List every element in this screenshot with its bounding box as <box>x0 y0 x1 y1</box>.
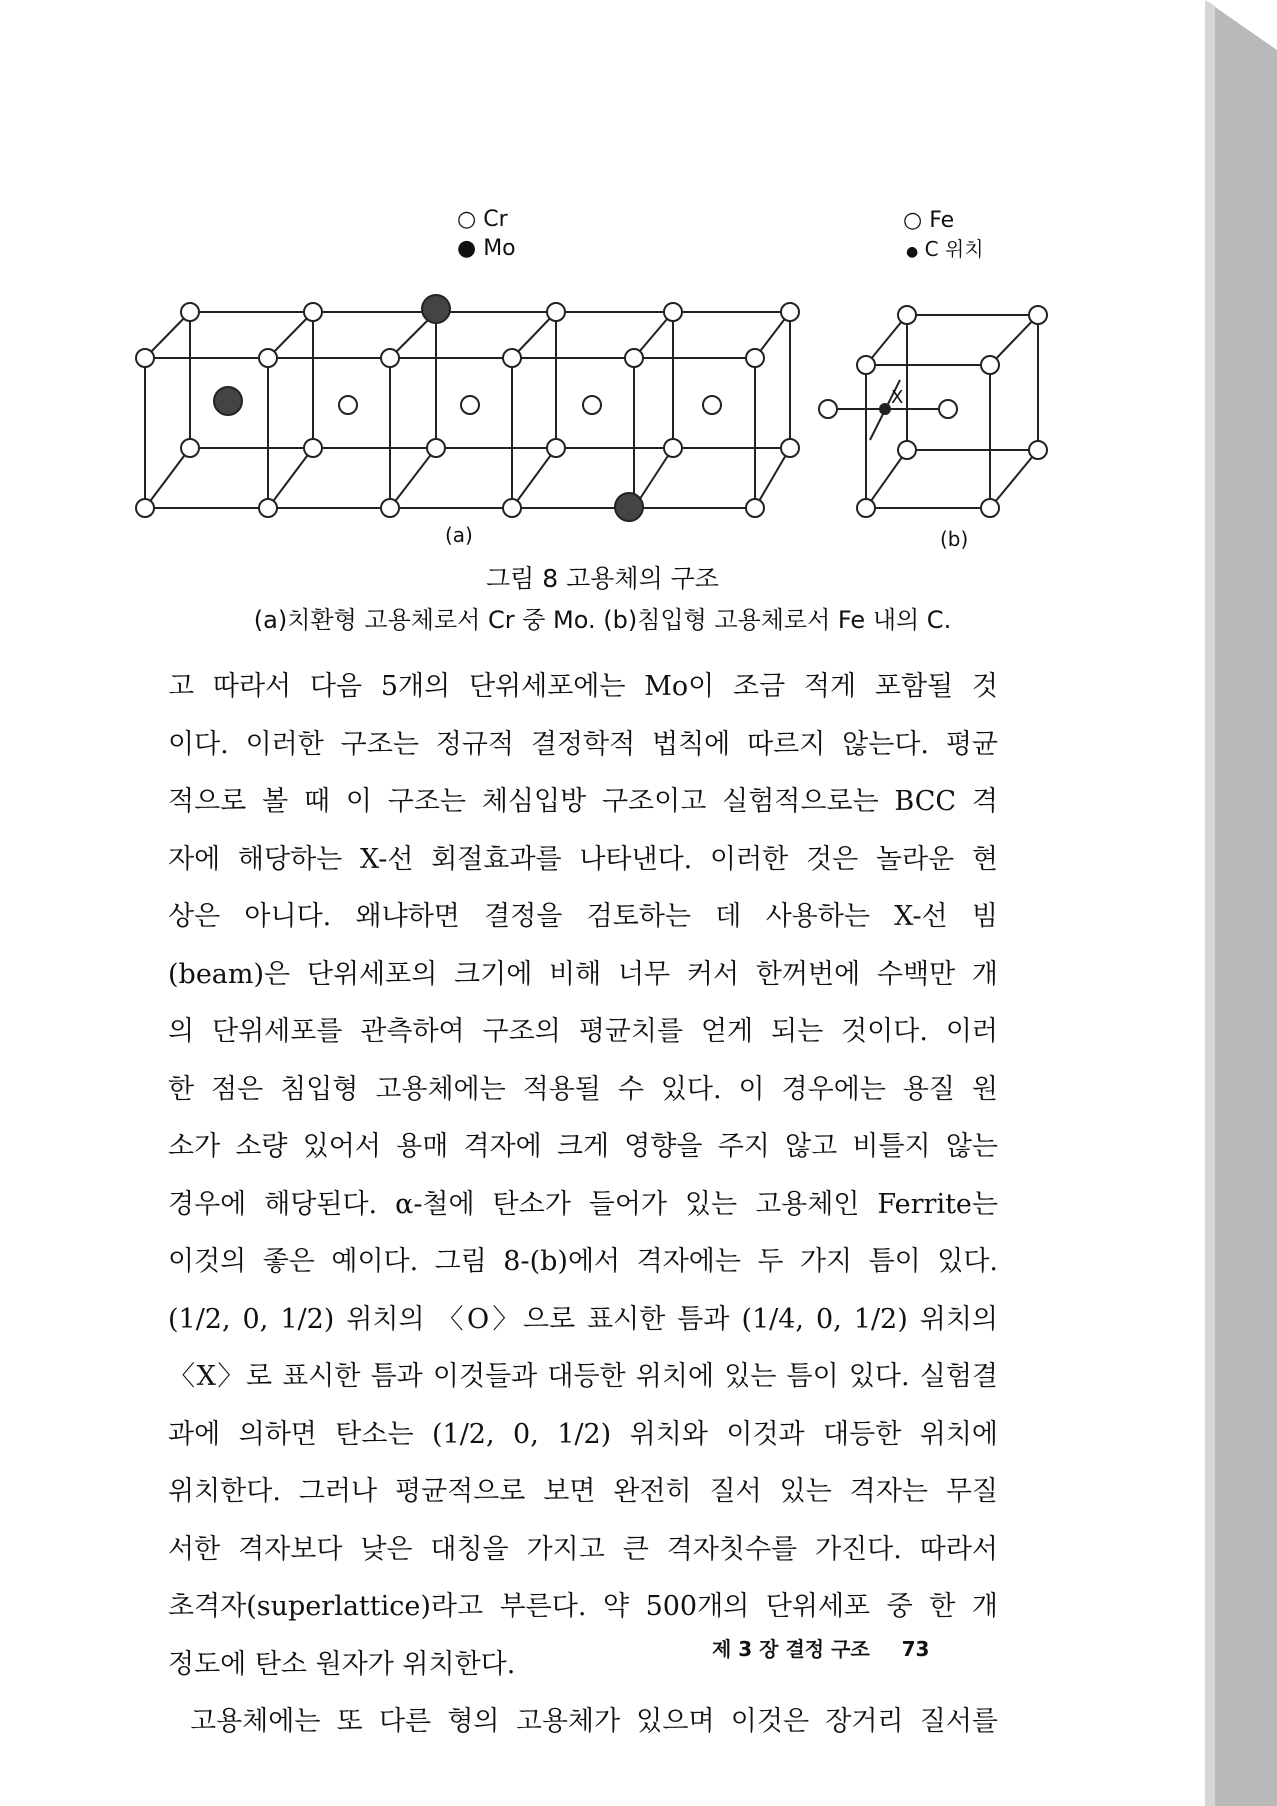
label-a: (a) <box>445 523 473 547</box>
text-line: 상은 아니다. 왜냐하면 결정을 검토하는 데 사용하는 X-선 빔 <box>168 901 998 932</box>
text-line: 적으로 볼 때 이 구조는 체심입방 구조이고 실험적으로는 BCC 격 <box>168 786 998 817</box>
figure-caption-title: 그림 8 고용체의 구조 <box>486 564 719 593</box>
body-text <box>168 658 998 1751</box>
text-line: 소가 소량 있어서 용매 격자에 크게 영향을 주지 않고 비틀지 않는 <box>168 1131 998 1162</box>
text-line: 정도에 탄소 원자가 위치한다. <box>168 1648 516 1680</box>
page-number: 73 <box>901 1637 930 1661</box>
interstitial-x-marker: X <box>891 387 904 408</box>
text-line: 한 점은 침입형 고용체에는 적용될 수 있다. 이 경우에는 용질 원 <box>168 1073 998 1105</box>
text-line: 고용체에는 또 다른 형의 고용체가 있으며 이것은 장거리 질서를 <box>190 1706 998 1737</box>
page-footer <box>712 1633 929 1662</box>
open-circle-icon: ○ <box>903 208 923 233</box>
text-line: (beam)은 단위세포의 크기에 비해 너무 커서 한꺼번에 수백만 개 <box>168 958 998 990</box>
text-line: 의 단위세포를 관측하여 구조의 평균치를 얻게 되는 것이다. 이러 <box>168 1016 998 1047</box>
text-line: (1/2, 0, 1/2) 위치의 〈O〉으로 표시한 틈과 (1/4, 0, 1/2) 위치의 <box>168 1303 998 1335</box>
chapter-title: 제 3 장 결정 구조 <box>712 1637 870 1661</box>
open-circle-icon: ○ <box>457 207 477 232</box>
text-line: 〈X〉로 표시한 틈과 이것들과 대등한 위치에 있는 틈이 있다. 실험결 <box>168 1361 998 1392</box>
text-line: 자에 해당하는 X-선 회절효과를 나타낸다. 이러한 것은 놀라운 현 <box>168 843 998 875</box>
text-line: 서한 격자보다 낮은 대칭을 가지고 큰 격자칫수를 가진다. 따라서 <box>168 1533 998 1565</box>
small-dot-icon: ● <box>906 244 919 260</box>
label-b: (b) <box>940 527 969 551</box>
text-line: 이다. 이러한 구조는 정규적 결정학적 법칙에 따르지 않는다. 평균 <box>168 728 998 760</box>
legend-mo: ● Mo <box>457 236 516 261</box>
text-line: 경우에 해당된다. α-철에 탄소가 들어가 있는 고용체인 Ferrite는 <box>168 1188 998 1220</box>
legend-cr: ○ Cr <box>457 207 508 232</box>
figure-8 <box>120 207 1050 555</box>
filled-circle-icon: ● <box>457 236 477 261</box>
figure-caption-subtitle: (a)치환형 고용체로서 Cr 중 Mo. (b)침입형 고용체로서 Fe 내의 C. <box>253 606 952 634</box>
text-line: 이것의 좋은 예이다. 그림 8-(b)에서 격자에는 두 가지 틈이 있다. <box>168 1246 998 1277</box>
legend-c-site: ● C 위치 <box>906 237 984 261</box>
text-line: 고 따라서 다음 5개의 단위세포에는 Mo이 조금 적게 포함될 것 <box>168 671 998 702</box>
text-line: 과에 의하면 탄소는 (1/2, 0, 1/2) 위치와 이것과 대등한 위치에 <box>168 1418 998 1450</box>
text-line: 초격자(superlattice)라고 부른다. 약 500개의 단위세포 중 한 개 <box>168 1591 998 1622</box>
text-line: 위치한다. 그러나 평균적으로 보면 완전히 질서 있는 격자는 무질 <box>168 1476 998 1507</box>
lattice-diagram-b <box>120 215 1050 555</box>
legend-fe: ○ Fe <box>903 208 955 233</box>
